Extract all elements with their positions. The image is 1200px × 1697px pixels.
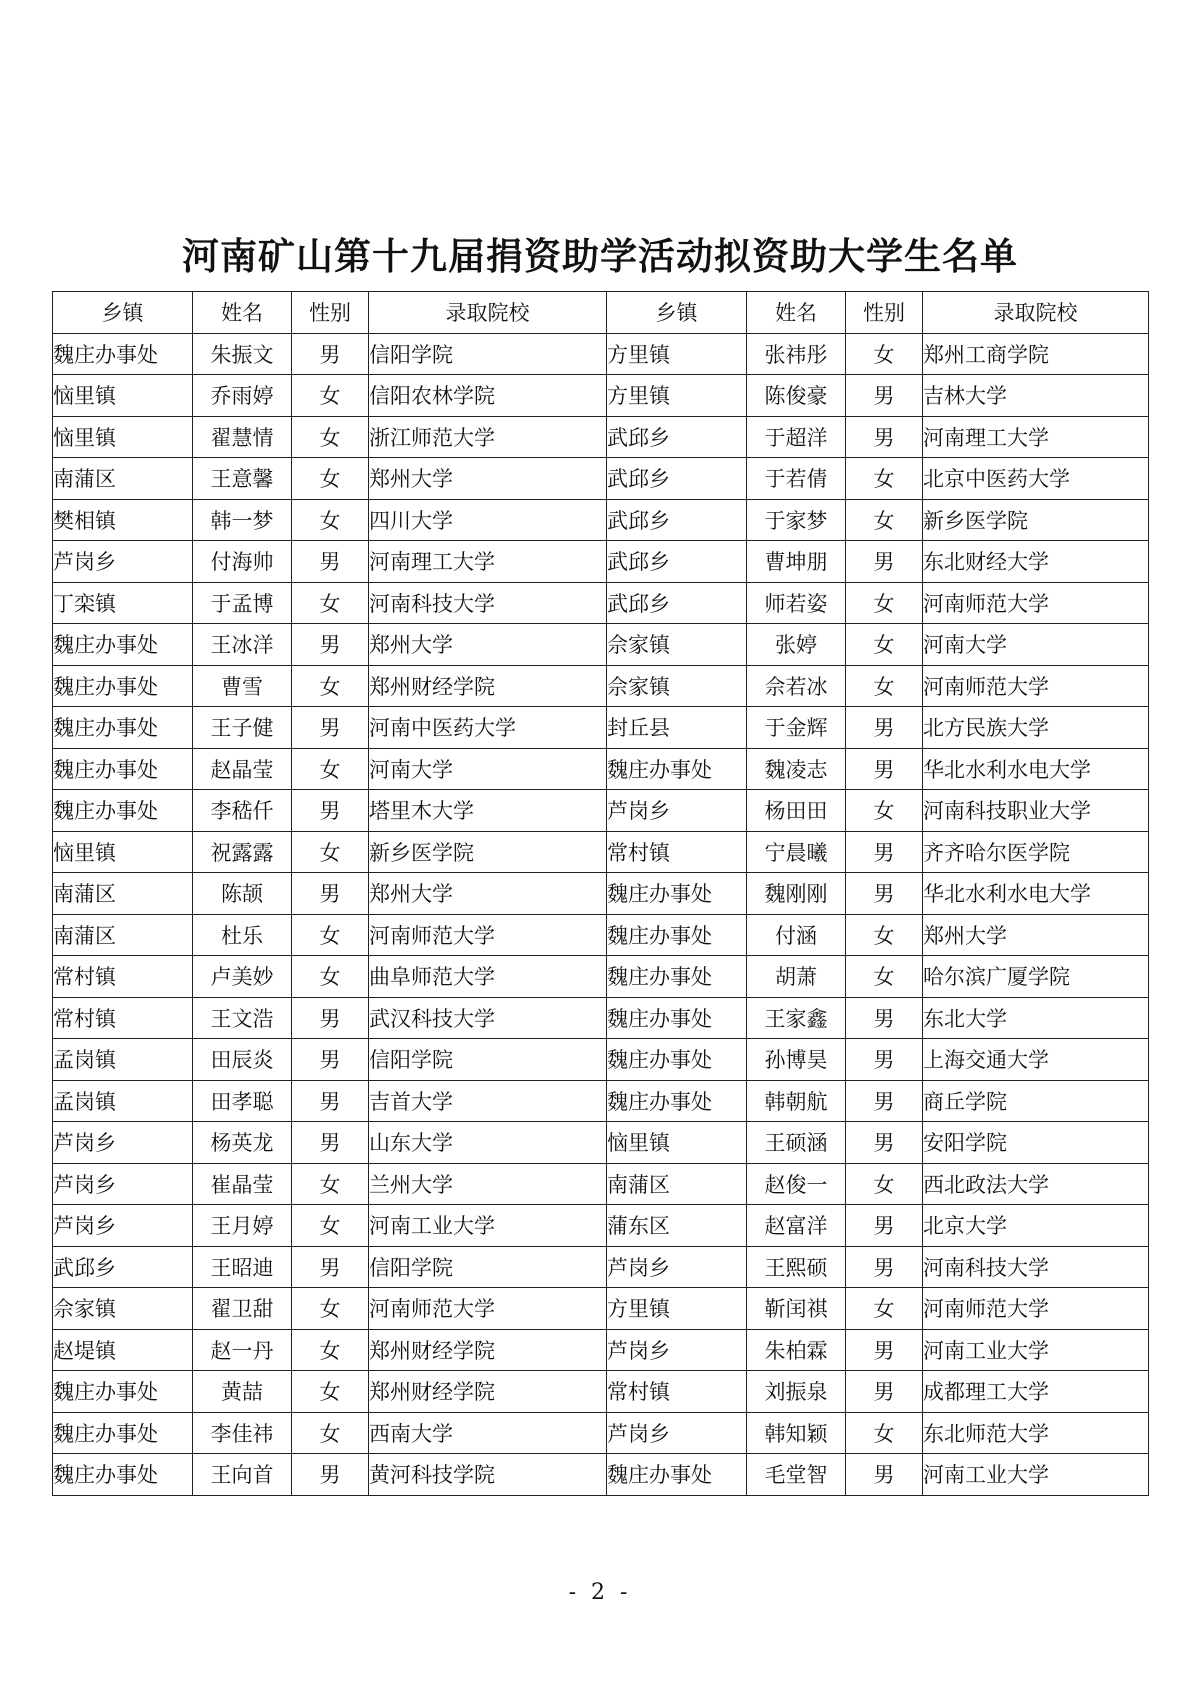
- cell-township: 芦岗乡: [607, 790, 747, 832]
- cell-gender: 男: [846, 707, 923, 749]
- document-title: 河南矿山第十九届捐资助学活动拟资助大学生名单: [182, 235, 1018, 278]
- header-gender: 性别: [846, 292, 923, 334]
- table-row: [53, 997, 1149, 1039]
- cell-gender: 男: [846, 416, 923, 458]
- cell-name: 付涵: [747, 914, 846, 956]
- cell-gender: 女: [846, 624, 923, 666]
- cell-admitted-school: 郑州大学: [923, 914, 1149, 956]
- table-row: [53, 707, 1149, 749]
- cell-name: 杨田田: [747, 790, 846, 832]
- cell-gender: 女: [292, 1163, 369, 1205]
- cell-township: 恼里镇: [607, 1122, 747, 1164]
- cell-gender: 女: [292, 582, 369, 624]
- cell-gender: 男: [846, 1122, 923, 1164]
- cell-admitted-school: 华北水利水电大学: [923, 748, 1149, 790]
- table-row: [53, 375, 1149, 417]
- cell-admitted-school: 郑州大学: [369, 458, 607, 500]
- cell-admitted-school: 东北财经大学: [923, 541, 1149, 583]
- cell-admitted-school: 吉首大学: [369, 1080, 607, 1122]
- cell-admitted-school: 哈尔滨广厦学院: [923, 956, 1149, 998]
- cell-admitted-school: 河南师范大学: [923, 1288, 1149, 1330]
- cell-name: 魏凌志: [747, 748, 846, 790]
- cell-township: 魏庄办事处: [607, 748, 747, 790]
- cell-name: 胡萧: [747, 956, 846, 998]
- cell-name: 翟卫甜: [193, 1288, 292, 1330]
- cell-gender: 女: [846, 333, 923, 375]
- cell-gender: 男: [292, 1039, 369, 1081]
- table-row: [53, 541, 1149, 583]
- cell-township: 佘家镇: [607, 665, 747, 707]
- cell-township: 孟岗镇: [53, 1080, 193, 1122]
- cell-name: 师若姿: [747, 582, 846, 624]
- cell-admitted-school: 东北师范大学: [923, 1412, 1149, 1454]
- cell-admitted-school: 塔里木大学: [369, 790, 607, 832]
- cell-township: 恼里镇: [53, 416, 193, 458]
- cell-gender: 男: [846, 541, 923, 583]
- cell-admitted-school: 河南大学: [923, 624, 1149, 666]
- cell-name: 孙博昊: [747, 1039, 846, 1081]
- cell-township: 常村镇: [607, 831, 747, 873]
- cell-name: 于若倩: [747, 458, 846, 500]
- cell-name: 乔雨婷: [193, 375, 292, 417]
- cell-township: 武邱乡: [607, 582, 747, 624]
- cell-township: 恼里镇: [53, 375, 193, 417]
- cell-admitted-school: 河南工业大学: [923, 1454, 1149, 1496]
- cell-gender: 女: [292, 1329, 369, 1371]
- table-row: [53, 1246, 1149, 1288]
- cell-township: 魏庄办事处: [607, 914, 747, 956]
- cell-township: 芦岗乡: [53, 541, 193, 583]
- cell-township: 武邱乡: [607, 541, 747, 583]
- table-row: [53, 748, 1149, 790]
- cell-name: 田辰炎: [193, 1039, 292, 1081]
- cell-gender: 男: [846, 997, 923, 1039]
- cell-name: 张祎彤: [747, 333, 846, 375]
- cell-name: 翟慧情: [193, 416, 292, 458]
- cell-admitted-school: 安阳学院: [923, 1122, 1149, 1164]
- cell-name: 陈俊豪: [747, 375, 846, 417]
- cell-admitted-school: 郑州大学: [369, 873, 607, 915]
- cell-admitted-school: 西北政法大学: [923, 1163, 1149, 1205]
- cell-gender: 女: [292, 665, 369, 707]
- cell-gender: 女: [292, 458, 369, 500]
- cell-township: 芦岗乡: [53, 1205, 193, 1247]
- cell-gender: 女: [292, 1412, 369, 1454]
- cell-admitted-school: 吉林大学: [923, 375, 1149, 417]
- cell-gender: 女: [292, 748, 369, 790]
- table-row: [53, 665, 1149, 707]
- cell-gender: 女: [292, 1288, 369, 1330]
- cell-name: 赵一丹: [193, 1329, 292, 1371]
- cell-admitted-school: 北京大学: [923, 1205, 1149, 1247]
- cell-name: 王向首: [193, 1454, 292, 1496]
- header-admitted-school: 录取院校: [369, 292, 607, 334]
- cell-admitted-school: 西南大学: [369, 1412, 607, 1454]
- header-gender: 性别: [292, 292, 369, 334]
- cell-admitted-school: 河南科技大学: [369, 582, 607, 624]
- header-admitted-school: 录取院校: [923, 292, 1149, 334]
- cell-gender: 女: [846, 1163, 923, 1205]
- cell-admitted-school: 河南师范大学: [369, 1288, 607, 1330]
- cell-admitted-school: 武汉科技大学: [369, 997, 607, 1039]
- cell-township: 赵堤镇: [53, 1329, 193, 1371]
- cell-admitted-school: 上海交通大学: [923, 1039, 1149, 1081]
- cell-name: 王硕涵: [747, 1122, 846, 1164]
- cell-gender: 男: [292, 1122, 369, 1164]
- cell-township: 佘家镇: [607, 624, 747, 666]
- cell-gender: 男: [292, 997, 369, 1039]
- header-township: 乡镇: [607, 292, 747, 334]
- cell-name: 王文浩: [193, 997, 292, 1039]
- table-row: [53, 1454, 1149, 1496]
- cell-admitted-school: 北京中医药大学: [923, 458, 1149, 500]
- cell-gender: 女: [846, 1288, 923, 1330]
- cell-name: 王意馨: [193, 458, 292, 500]
- table-row: [53, 790, 1149, 832]
- student-roster-table: [52, 291, 1149, 1496]
- cell-name: 毛堂智: [747, 1454, 846, 1496]
- cell-township: 魏庄办事处: [53, 1412, 193, 1454]
- cell-township: 南蒲区: [53, 914, 193, 956]
- cell-name: 韩一梦: [193, 499, 292, 541]
- cell-name: 曹坤朋: [747, 541, 846, 583]
- cell-admitted-school: 河南中医药大学: [369, 707, 607, 749]
- table-row: [53, 416, 1149, 458]
- cell-gender: 男: [846, 1454, 923, 1496]
- cell-name: 魏刚刚: [747, 873, 846, 915]
- cell-name: 刘振泉: [747, 1371, 846, 1413]
- cell-gender: 女: [846, 956, 923, 998]
- cell-name: 赵富洋: [747, 1205, 846, 1247]
- cell-name: 韩知颖: [747, 1412, 846, 1454]
- cell-township: 芦岗乡: [607, 1412, 747, 1454]
- cell-name: 王昭迪: [193, 1246, 292, 1288]
- cell-township: 武邱乡: [607, 499, 747, 541]
- cell-admitted-school: 河南工业大学: [923, 1329, 1149, 1371]
- cell-name: 朱柏霖: [747, 1329, 846, 1371]
- cell-township: 南蒲区: [607, 1163, 747, 1205]
- header-name: 姓名: [747, 292, 846, 334]
- cell-admitted-school: 河南理工大学: [369, 541, 607, 583]
- cell-name: 宁晨曦: [747, 831, 846, 873]
- cell-gender: 女: [292, 416, 369, 458]
- cell-admitted-school: 河南工业大学: [369, 1205, 607, 1247]
- cell-admitted-school: 信阳学院: [369, 1246, 607, 1288]
- cell-gender: 男: [292, 790, 369, 832]
- cell-name: 曹雪: [193, 665, 292, 707]
- cell-gender: 男: [846, 1371, 923, 1413]
- cell-township: 芦岗乡: [53, 1122, 193, 1164]
- cell-admitted-school: 曲阜师范大学: [369, 956, 607, 998]
- cell-admitted-school: 河南师范大学: [923, 582, 1149, 624]
- cell-admitted-school: 齐齐哈尔医学院: [923, 831, 1149, 873]
- cell-admitted-school: 郑州财经学院: [369, 1329, 607, 1371]
- cell-name: 张婷: [747, 624, 846, 666]
- cell-gender: 女: [846, 790, 923, 832]
- cell-gender: 男: [846, 1329, 923, 1371]
- cell-name: 李嵇仟: [193, 790, 292, 832]
- cell-name: 赵晶莹: [193, 748, 292, 790]
- table-row: [53, 1371, 1149, 1413]
- cell-gender: 女: [292, 831, 369, 873]
- cell-township: 魏庄办事处: [53, 665, 193, 707]
- cell-admitted-school: 商丘学院: [923, 1080, 1149, 1122]
- cell-township: 武邱乡: [607, 458, 747, 500]
- cell-admitted-school: 新乡医学院: [369, 831, 607, 873]
- cell-name: 田孝聪: [193, 1080, 292, 1122]
- cell-gender: 男: [846, 831, 923, 873]
- table-header-row: [53, 292, 1149, 334]
- cell-township: 芦岗乡: [53, 1163, 193, 1205]
- cell-gender: 女: [846, 499, 923, 541]
- cell-name: 于家梦: [747, 499, 846, 541]
- cell-gender: 男: [846, 1246, 923, 1288]
- cell-gender: 男: [292, 541, 369, 583]
- table-row: [53, 499, 1149, 541]
- cell-name: 王子健: [193, 707, 292, 749]
- table-body: [53, 333, 1149, 1495]
- cell-gender: 女: [846, 1412, 923, 1454]
- cell-name: 李佳祎: [193, 1412, 292, 1454]
- cell-township: 方里镇: [607, 333, 747, 375]
- cell-admitted-school: 河南科技职业大学: [923, 790, 1149, 832]
- cell-admitted-school: 兰州大学: [369, 1163, 607, 1205]
- cell-admitted-school: 浙江师范大学: [369, 416, 607, 458]
- cell-gender: 女: [292, 914, 369, 956]
- cell-township: 武邱乡: [53, 1246, 193, 1288]
- cell-township: 南蒲区: [53, 458, 193, 500]
- cell-admitted-school: 信阳学院: [369, 1039, 607, 1081]
- table-row: [53, 956, 1149, 998]
- cell-township: 南蒲区: [53, 873, 193, 915]
- cell-admitted-school: 信阳农林学院: [369, 375, 607, 417]
- cell-name: 祝露露: [193, 831, 292, 873]
- cell-gender: 女: [846, 665, 923, 707]
- table-row: [53, 1039, 1149, 1081]
- cell-name: 王冰洋: [193, 624, 292, 666]
- cell-gender: 女: [292, 1371, 369, 1413]
- cell-township: 魏庄办事处: [53, 333, 193, 375]
- cell-gender: 男: [292, 333, 369, 375]
- cell-township: 魏庄办事处: [607, 1039, 747, 1081]
- table-row: [53, 1205, 1149, 1247]
- table-row: [53, 1412, 1149, 1454]
- table-row: [53, 831, 1149, 873]
- cell-township: 魏庄办事处: [607, 956, 747, 998]
- cell-name: 于孟博: [193, 582, 292, 624]
- cell-name: 朱振文: [193, 333, 292, 375]
- cell-gender: 女: [846, 458, 923, 500]
- cell-township: 芦岗乡: [607, 1246, 747, 1288]
- cell-gender: 女: [292, 1205, 369, 1247]
- cell-name: 杜乐: [193, 914, 292, 956]
- table-row: [53, 624, 1149, 666]
- cell-name: 佘若冰: [747, 665, 846, 707]
- cell-admitted-school: 河南科技大学: [923, 1246, 1149, 1288]
- cell-gender: 女: [846, 914, 923, 956]
- cell-township: 魏庄办事处: [607, 873, 747, 915]
- cell-township: 封丘县: [607, 707, 747, 749]
- cell-gender: 女: [292, 499, 369, 541]
- cell-admitted-school: 河南理工大学: [923, 416, 1149, 458]
- cell-township: 孟岗镇: [53, 1039, 193, 1081]
- table-row: [53, 1080, 1149, 1122]
- cell-admitted-school: 信阳学院: [369, 333, 607, 375]
- table-row: [53, 582, 1149, 624]
- cell-township: 魏庄办事处: [53, 790, 193, 832]
- cell-township: 樊相镇: [53, 499, 193, 541]
- cell-admitted-school: 郑州财经学院: [369, 665, 607, 707]
- cell-township: 恼里镇: [53, 831, 193, 873]
- cell-name: 杨英龙: [193, 1122, 292, 1164]
- cell-gender: 男: [292, 873, 369, 915]
- cell-township: 魏庄办事处: [53, 1371, 193, 1413]
- cell-township: 魏庄办事处: [53, 748, 193, 790]
- cell-gender: 男: [292, 1080, 369, 1122]
- cell-admitted-school: 北方民族大学: [923, 707, 1149, 749]
- cell-name: 陈颉: [193, 873, 292, 915]
- cell-admitted-school: 华北水利水电大学: [923, 873, 1149, 915]
- table-row: [53, 1329, 1149, 1371]
- cell-admitted-school: 河南大学: [369, 748, 607, 790]
- cell-gender: 男: [846, 1080, 923, 1122]
- cell-gender: 男: [846, 1205, 923, 1247]
- cell-name: 王家鑫: [747, 997, 846, 1039]
- cell-admitted-school: 成都理工大学: [923, 1371, 1149, 1413]
- table-row: [53, 914, 1149, 956]
- table-row: [53, 333, 1149, 375]
- cell-township: 魏庄办事处: [607, 1080, 747, 1122]
- cell-gender: 男: [292, 707, 369, 749]
- cell-name: 赵俊一: [747, 1163, 846, 1205]
- cell-admitted-school: 四川大学: [369, 499, 607, 541]
- cell-name: 卢美妙: [193, 956, 292, 998]
- cell-township: 芦岗乡: [607, 1329, 747, 1371]
- cell-admitted-school: 东北大学: [923, 997, 1149, 1039]
- cell-name: 崔晶莹: [193, 1163, 292, 1205]
- cell-name: 靳闰祺: [747, 1288, 846, 1330]
- cell-name: 付海帅: [193, 541, 292, 583]
- header-name: 姓名: [193, 292, 292, 334]
- header-township: 乡镇: [53, 292, 193, 334]
- table-row: [53, 1288, 1149, 1330]
- cell-township: 魏庄办事处: [607, 997, 747, 1039]
- cell-township: 蒲东区: [607, 1205, 747, 1247]
- cell-name: 于超洋: [747, 416, 846, 458]
- cell-name: 黄喆: [193, 1371, 292, 1413]
- cell-admitted-school: 新乡医学院: [923, 499, 1149, 541]
- table-row: [53, 873, 1149, 915]
- cell-admitted-school: 山东大学: [369, 1122, 607, 1164]
- table-row: [53, 1122, 1149, 1164]
- cell-admitted-school: 郑州工商学院: [923, 333, 1149, 375]
- cell-township: 佘家镇: [53, 1288, 193, 1330]
- cell-township: 方里镇: [607, 1288, 747, 1330]
- cell-township: 武邱乡: [607, 416, 747, 458]
- cell-gender: 男: [292, 624, 369, 666]
- cell-gender: 男: [846, 375, 923, 417]
- cell-township: 常村镇: [53, 997, 193, 1039]
- cell-name: 王月婷: [193, 1205, 292, 1247]
- cell-gender: 男: [846, 748, 923, 790]
- cell-township: 常村镇: [53, 956, 193, 998]
- cell-admitted-school: 河南师范大学: [369, 914, 607, 956]
- table-row: [53, 458, 1149, 500]
- cell-township: 魏庄办事处: [53, 1454, 193, 1496]
- cell-gender: 男: [846, 1039, 923, 1081]
- cell-gender: 女: [292, 375, 369, 417]
- cell-township: 方里镇: [607, 375, 747, 417]
- cell-township: 魏庄办事处: [53, 624, 193, 666]
- cell-name: 王熙硕: [747, 1246, 846, 1288]
- cell-admitted-school: 黄河科技学院: [369, 1454, 607, 1496]
- cell-township: 常村镇: [607, 1371, 747, 1413]
- page-number: - 2 -: [568, 1580, 632, 1605]
- cell-admitted-school: 河南师范大学: [923, 665, 1149, 707]
- cell-gender: 女: [846, 582, 923, 624]
- cell-admitted-school: 郑州大学: [369, 624, 607, 666]
- table-row: [53, 1163, 1149, 1205]
- cell-gender: 男: [846, 873, 923, 915]
- cell-township: 魏庄办事处: [53, 707, 193, 749]
- cell-admitted-school: 郑州财经学院: [369, 1371, 607, 1413]
- cell-name: 于金辉: [747, 707, 846, 749]
- cell-gender: 男: [292, 1246, 369, 1288]
- cell-gender: 女: [292, 956, 369, 998]
- cell-name: 韩朝航: [747, 1080, 846, 1122]
- cell-township: 丁栾镇: [53, 582, 193, 624]
- cell-gender: 男: [292, 1454, 369, 1496]
- cell-township: 魏庄办事处: [607, 1454, 747, 1496]
